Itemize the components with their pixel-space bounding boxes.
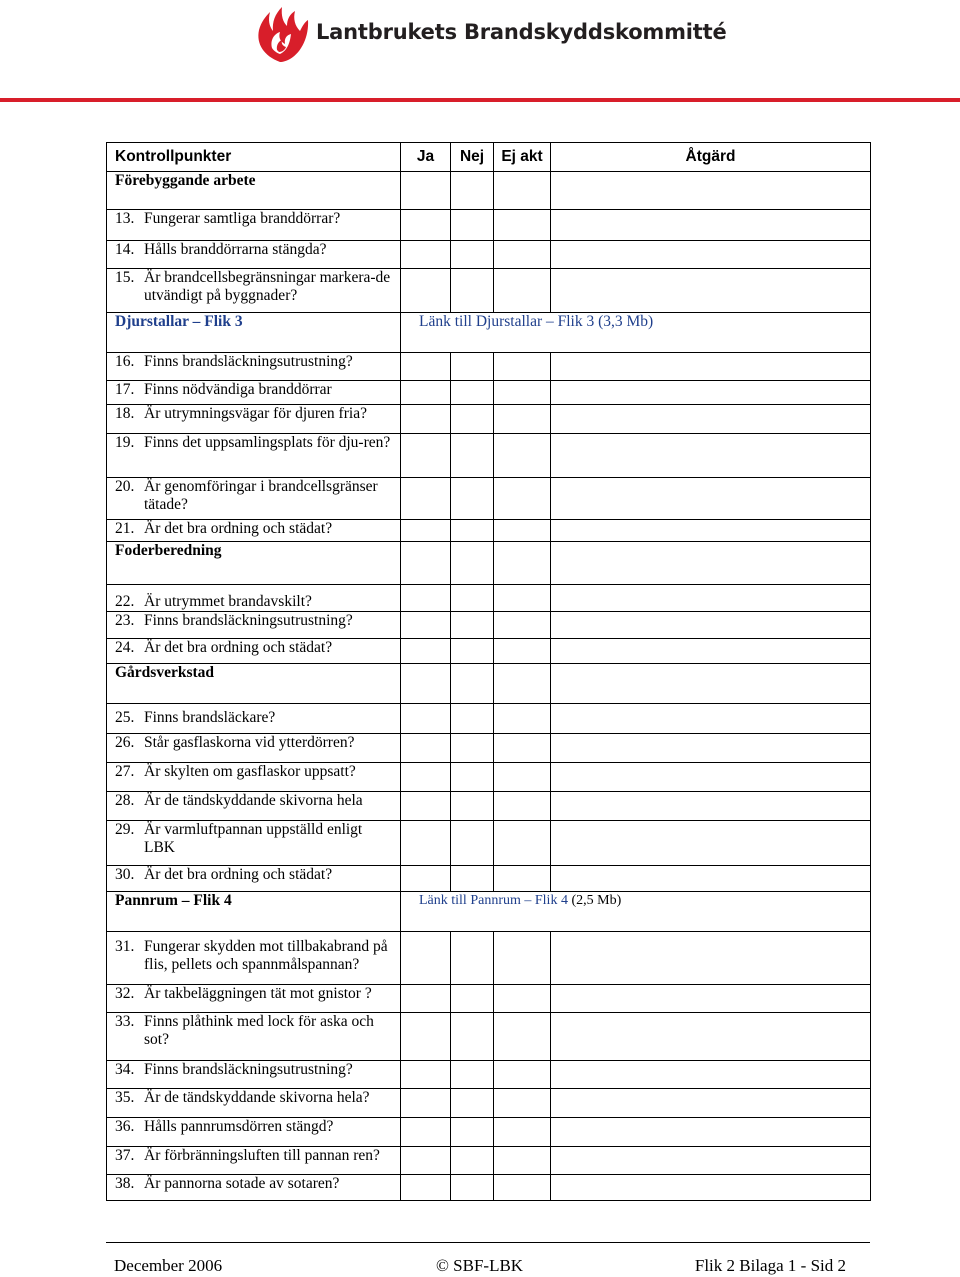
footer-rule [106,1242,870,1243]
section-row [107,313,871,353]
table-row [107,478,871,520]
ja-cell[interactable] [401,542,451,585]
item-text: Finns plåthink med lock för aska och sot? [144,1013,374,1048]
nej-cell[interactable] [451,585,494,612]
nej-cell[interactable] [451,210,494,241]
item-text: Är utrymmet brandavskilt? [144,593,312,610]
ja-cell[interactable] [401,1147,451,1175]
section-title-pannrum: Pannrum – Flik 4 [107,892,401,932]
item-number: 32. [115,985,135,1002]
checkpoint-cell [107,704,401,734]
ej-akt-cell[interactable] [494,664,551,704]
atgard-cell[interactable] [551,1061,871,1089]
section-title-djurstallar: Djurstallar – Flik 3 [107,313,401,353]
table-row [107,821,871,866]
item-text: Finns nödvändiga branddörrar [144,381,332,398]
checkpoint-cell [107,866,401,892]
checkpoint-cell [107,353,401,381]
nej-cell[interactable] [451,734,494,763]
item-text: Är utrymningsvägar för djuren fria? [144,405,367,422]
table-row [107,520,871,542]
nej-cell[interactable] [451,1061,494,1089]
atgard-cell[interactable] [551,1118,871,1147]
section-row [107,172,871,210]
section-row [107,892,871,932]
table-row [107,1118,871,1147]
flame-bird-logo-icon [250,4,312,64]
item-text: Är varmluftpannan uppställd enligt LBK [144,821,363,856]
nej-cell[interactable] [451,639,494,664]
column-header-atgard: Åtgärd [551,143,871,172]
ja-cell[interactable] [401,210,451,241]
item-number: 23. [115,612,135,629]
ej-akt-cell[interactable] [494,985,551,1013]
ej-akt-cell[interactable] [494,821,551,866]
atgard-cell[interactable] [551,353,871,381]
atgard-cell[interactable] [551,821,871,866]
item-text: Finns brandsläckningsutrustning? [144,612,353,629]
atgard-cell[interactable] [551,241,871,269]
atgard-cell[interactable] [551,734,871,763]
section-row [107,542,871,585]
table-row [107,210,871,241]
column-header-nej: Nej [451,143,494,172]
item-text: Är brandcellsbegränsningar markera-de utvändigt på byggnader? [144,269,391,304]
ja-cell[interactable] [401,269,451,313]
item-text: Fungerar samtliga branddörrar? [144,210,341,227]
ej-akt-cell[interactable] [494,210,551,241]
item-number: 34. [115,1061,135,1078]
nej-cell[interactable] [451,763,494,792]
section-title-foderberedning: Foderberedning [107,542,401,585]
atgard-cell[interactable] [551,269,871,313]
column-header-ej-akt: Ej akt [494,143,551,172]
ej-akt-cell[interactable] [494,1147,551,1175]
nej-cell[interactable] [451,434,494,478]
ja-cell[interactable] [401,932,451,985]
checkpoint-cell [107,639,401,664]
checkpoint-cell [107,821,401,866]
column-header-kontrollpunkter: Kontrollpunkter [107,143,401,172]
link-pannrum[interactable]: Länk till Pannrum – Flik 4 (2,5 Mb) [401,892,871,932]
checkpoint-cell [107,241,401,269]
item-number: 20. [115,478,135,495]
nej-cell[interactable] [451,381,494,405]
item-text: Hålls pannrumsdörren stängd? [144,1118,334,1135]
ej-akt-cell[interactable] [494,241,551,269]
item-text: Finns brandsläckningsutrustning? [144,1061,353,1078]
nej-cell[interactable] [451,269,494,313]
item-text: Är pannorna sotade av sotaren? [144,1175,340,1192]
ja-cell[interactable] [401,241,451,269]
header-rule [0,98,960,102]
atgard-cell[interactable] [551,932,871,985]
table-row [107,985,871,1013]
org-name: Lantbrukets Brandskyddskommitté [316,20,727,44]
item-number: 13. [115,210,135,227]
atgard-cell[interactable] [551,664,871,704]
table-row [107,405,871,434]
checkpoint-cell [107,985,401,1013]
logo [250,4,727,68]
ja-cell[interactable] [401,1061,451,1089]
ja-cell[interactable] [401,704,451,734]
table-row [107,1013,871,1061]
ja-cell[interactable] [401,478,451,520]
nej-cell[interactable] [451,1175,494,1201]
ej-akt-cell[interactable] [494,405,551,434]
ej-akt-cell[interactable] [494,639,551,664]
item-number: 31. [115,938,135,955]
ja-cell[interactable] [401,520,451,542]
item-text: Hålls branddörrarna stängda? [144,241,327,258]
nej-cell[interactable] [451,866,494,892]
item-number: 25. [115,709,135,726]
ej-akt-cell[interactable] [494,1089,551,1118]
ja-cell[interactable] [401,985,451,1013]
nej-cell[interactable] [451,1118,494,1147]
table-row [107,269,871,313]
table-row [107,381,871,405]
ej-akt-cell[interactable] [494,734,551,763]
item-number: 29. [115,821,135,838]
atgard-cell[interactable] [551,381,871,405]
ej-akt-cell[interactable] [494,612,551,639]
checkpoint-cell [107,612,401,639]
section-title-gardsverkstad: Gårdsverkstad [107,664,401,704]
atgard-cell[interactable] [551,542,871,585]
ja-cell[interactable] [401,639,451,664]
item-number: 14. [115,241,135,258]
nej-cell[interactable] [451,520,494,542]
item-number: 17. [115,381,135,398]
item-number: 16. [115,353,135,370]
nej-cell[interactable] [451,1089,494,1118]
checkpoint-cell [107,1175,401,1201]
checkpoint-cell [107,520,401,542]
nej-cell[interactable] [451,478,494,520]
nej-cell[interactable] [451,985,494,1013]
ja-cell[interactable] [401,172,451,210]
checkpoint-cell [107,381,401,405]
ja-cell[interactable] [401,821,451,866]
atgard-cell[interactable] [551,1175,871,1201]
ej-akt-cell[interactable] [494,1175,551,1201]
ej-akt-cell[interactable] [494,763,551,792]
item-text: Står gasflaskorna vid ytterdörren? [144,734,355,751]
ej-akt-cell[interactable] [494,381,551,405]
item-number: 22. [115,593,135,610]
section-row [107,664,871,704]
checkpoint-cell [107,210,401,241]
nej-cell[interactable] [451,241,494,269]
atgard-cell[interactable] [551,1089,871,1118]
nej-cell[interactable] [451,664,494,704]
atgard-cell[interactable] [551,866,871,892]
atgard-cell[interactable] [551,210,871,241]
table-row [107,1061,871,1089]
ej-akt-cell[interactable] [494,434,551,478]
checkpoint-cell [107,1147,401,1175]
atgard-cell[interactable] [551,434,871,478]
checkpoint-cell [107,932,401,985]
atgard-cell[interactable] [551,1013,871,1061]
ja-cell[interactable] [401,734,451,763]
nej-cell[interactable] [451,612,494,639]
item-number: 33. [115,1013,135,1030]
checkpoint-cell [107,1013,401,1061]
table-row [107,932,871,985]
ej-akt-cell[interactable] [494,1118,551,1147]
ja-cell[interactable] [401,664,451,704]
ej-akt-cell[interactable] [494,269,551,313]
table-header-row [107,143,871,172]
table-row [107,639,871,664]
footer-page-number: Flik 2 Bilaga 1 - Sid 2 [694,1256,846,1275]
nej-cell[interactable] [451,821,494,866]
checkpoint-cell [107,1061,401,1089]
table-row [107,866,871,892]
item-text: Är takbeläggningen tät mot gnistor ? [144,985,372,1002]
item-number: 26. [115,734,135,751]
item-text: Är det bra ordning och städat? [144,520,333,537]
ej-akt-cell[interactable] [494,932,551,985]
item-number: 35. [115,1089,135,1106]
ej-akt-cell[interactable] [494,1013,551,1061]
table-row [107,763,871,792]
ja-cell[interactable] [401,353,451,381]
checkpoint-cell [107,434,401,478]
item-number: 21. [115,520,135,537]
checklist-table [106,142,871,1201]
atgard-cell[interactable] [551,792,871,821]
item-number: 15. [115,269,135,286]
column-header-ja: Ja [401,143,451,172]
table-row [107,734,871,763]
atgard-cell[interactable] [551,704,871,734]
ej-akt-cell[interactable] [494,172,551,210]
atgard-cell[interactable] [551,985,871,1013]
item-text: Är det bra ordning och städat? [144,639,333,656]
ja-cell[interactable] [401,1175,451,1201]
table-row [107,585,871,612]
nej-cell[interactable] [451,792,494,821]
ej-akt-cell[interactable] [494,866,551,892]
item-text: Är det bra ordning och städat? [144,866,333,883]
item-text: Finns det uppsamlingsplats för dju-ren? [144,434,391,451]
ja-cell[interactable] [401,381,451,405]
ja-cell[interactable] [401,434,451,478]
table-row [107,792,871,821]
nej-cell[interactable] [451,353,494,381]
table-row [107,1089,871,1118]
table-row [107,434,871,478]
section-title-forebyggande: Förebyggande arbete [107,172,401,210]
checkpoint-cell [107,269,401,313]
atgard-cell[interactable] [551,172,871,210]
ja-cell[interactable] [401,585,451,612]
checkpoint-cell [107,792,401,821]
atgard-cell[interactable] [551,478,871,520]
table-row [107,1175,871,1201]
table-row [107,704,871,734]
checkpoint-cell [107,478,401,520]
footer-date: December 2006 [114,1256,223,1275]
page-footer [0,1242,960,1275]
table-row [107,353,871,381]
atgard-cell[interactable] [551,639,871,664]
nej-cell[interactable] [451,542,494,585]
ej-akt-cell[interactable] [494,704,551,734]
item-text: Finns brandsläckare? [144,709,276,726]
item-text: Är förbränningsluften till pannan ren? [144,1147,380,1164]
item-number: 19. [115,434,135,451]
link-djurstallar[interactable]: Länk till Djurstallar – Flik 3 (3,3 Mb) [401,313,871,353]
item-text: Är genomföringar i brandcellsgränser tätade? [144,478,378,513]
ej-akt-cell[interactable] [494,792,551,821]
item-number: 24. [115,639,135,656]
checkpoint-cell [107,585,401,612]
ej-akt-cell[interactable] [494,520,551,542]
item-text: Är skylten om gasflaskor uppsatt? [144,763,356,780]
item-number: 28. [115,792,135,809]
atgard-cell[interactable] [551,585,871,612]
ej-akt-cell[interactable] [494,542,551,585]
item-number: 36. [115,1118,135,1135]
ej-akt-cell[interactable] [494,1061,551,1089]
item-text: Finns brandsläckningsutrustning? [144,353,353,370]
ja-cell[interactable] [401,763,451,792]
item-number: 30. [115,866,135,883]
nej-cell[interactable] [451,1013,494,1061]
checkpoint-cell [107,1118,401,1147]
ja-cell[interactable] [401,612,451,639]
ej-akt-cell[interactable] [494,585,551,612]
ja-cell[interactable] [401,1118,451,1147]
footer-copyright: © SBF-LBK [436,1256,524,1275]
nej-cell[interactable] [451,932,494,985]
item-text: Är de tändskyddande skivorna hela [144,792,363,809]
item-number: 18. [115,405,135,422]
atgard-cell[interactable] [551,405,871,434]
ja-cell[interactable] [401,866,451,892]
nej-cell[interactable] [451,172,494,210]
table-row [107,241,871,269]
ej-akt-cell[interactable] [494,478,551,520]
item-number: 37. [115,1147,135,1164]
atgard-cell[interactable] [551,520,871,542]
item-text: Är de tändskyddande skivorna hela? [144,1089,370,1106]
ja-cell[interactable] [401,405,451,434]
atgard-cell[interactable] [551,612,871,639]
nej-cell[interactable] [451,405,494,434]
ja-cell[interactable] [401,792,451,821]
ja-cell[interactable] [401,1089,451,1118]
ej-akt-cell[interactable] [494,353,551,381]
item-text: Fungerar skydden mot tillbakabrand på flis, pellets och spannmålspannan? [144,938,388,973]
checkpoint-cell [107,1089,401,1118]
page-header [0,0,960,104]
table-row [107,612,871,639]
checkpoint-cell [107,734,401,763]
item-number: 27. [115,763,135,780]
checkpoint-cell [107,405,401,434]
ja-cell[interactable] [401,1013,451,1061]
nej-cell[interactable] [451,704,494,734]
atgard-cell[interactable] [551,763,871,792]
nej-cell[interactable] [451,1147,494,1175]
table-row [107,1147,871,1175]
checkpoint-cell [107,763,401,792]
atgard-cell[interactable] [551,1147,871,1175]
item-number: 38. [115,1175,135,1192]
